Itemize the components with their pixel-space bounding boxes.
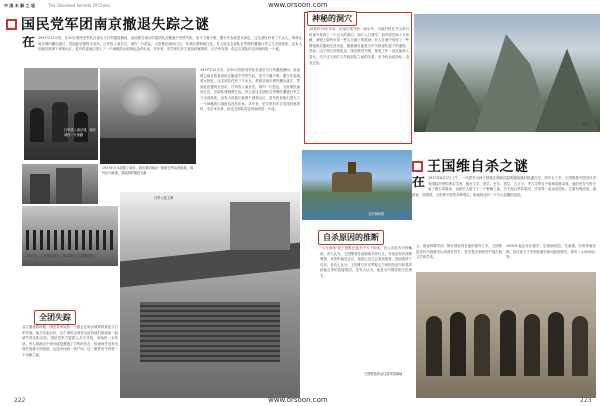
caption-photo4: 日军入侵上海: [154, 196, 174, 200]
right-side-body: "义无再辱"是王国维在遗书中写下的话，后人对此有多种解读。有人认为，王国维曾任清朝南书房行走，对清室怀有深厚感情，北伐军逼近北京，他担心自己会受到羞辱，因而选择了自杀。也有人认为，王国维与好友罗振玉之间的经济纠纷是导致他自杀的直接原因。还有人认为，他是为中国传统文化殉节。: [320, 246, 412, 278]
page-number-right: 223: [580, 397, 592, 404]
website-header: www.orsoon.com: [268, 1, 328, 9]
title-marker-icon: [6, 19, 17, 30]
right-page-title: 王国维自杀之谜: [412, 156, 529, 176]
right-box-body: 20世纪70年代初，在南京郊外的一座山中，当地村民在开山采石时意外发现了一个巨大的洞穴。洞穴入口狭窄，但内部空间十分宽敞，洞壁上隐约可见一些人为留下的痕迹。有人在洞中发现了一些锈蚀的武器和生活用品，据推测可能是当年失踪部队留下的遗物。然而，由于洞穴结构复杂，深处情况不明，探查工作一直未能深入进行。关于这个洞穴与失踪部队之间的关系，至今仍众说纷纭，没有定论。: [309, 27, 409, 65]
photo-huangshan-mountain: [414, 14, 600, 132]
header-title: 中 国 未 解 之 谜: [4, 3, 35, 8]
right-box-heading: 神秘的洞穴: [307, 11, 357, 26]
photo-nanjing-buildings: [22, 164, 98, 204]
right-side-heading: 自杀原因的推断: [318, 230, 384, 245]
left-article-column-2: 1937年12月初，在20万国民党军队在南京与日军激战期间，参加保卫南京的某部队在撤退中突然失踪，至今下落不明。据当年参战老兵回忆，这支部队约有三千余人，奉命从南京城内撤出渡江，然而此后便再无音讯。日军攻入南京后，城内一片混乱，大批难民涌向江边，各部队建制被打乱。有人说这支部队在突围时遭遇日军主力全部战死，也有人说他们被困于城郊山区，更有传说他们进入了一个神秘的山洞再也没有出来。多年来，史学家们多方查找档案资料，走访幸存者，但这支部队的去向始终是一个谜。: [200, 68, 300, 112]
caption-photo3: 1937年，日军轰炸南京，南京城内大量建筑被毁: [26, 254, 95, 258]
caption-funeral: 王国维遗体运往清华园墓地: [364, 372, 403, 376]
caption-mountain: 黄山: [582, 122, 589, 126]
photo-nanjing-crowd: [24, 68, 98, 160]
photo-soldiers-marching: [22, 206, 118, 266]
title-marker-icon-right: [412, 161, 423, 172]
right-bottom-col1: 人、如此种种学问、都分别表现在他的著作之中。王国维是近代中国最早运用西方哲学、美学观点来研究中国古典文学的学者。: [416, 244, 502, 260]
caption-summer-palace: 北京颐和园: [368, 212, 384, 216]
caption-photo1: 日军攻入南京城，南京城内一片狼藉: [64, 128, 96, 137]
photo-nanjing-smoke: [100, 68, 196, 164]
website-footer: www.orsoon.com: [268, 396, 328, 404]
photo-summer-palace: [302, 150, 412, 220]
left-side-heading: 全团失踪: [34, 310, 76, 325]
right-box-article: [304, 12, 412, 144]
caption-photo2: 1937年日本攻陷了南京，我们看到南京一路被日军烧杀抢掠，城内沦为废墟，被烧毁的楼房无数: [102, 166, 193, 175]
left-side-body: 双方激战的时候，国民党军队的一个团正在南京城郊的某处与日军作战。战斗结束以后，这个团的全部官兵连同他们的装备一起消失得无影无踪。国民党军方曾派人多方寻找，但始终一无所获。有人推测这个团可能是遭遇了日军的伏击，但现场并没有发现任何战斗的痕迹，也没有找到一具尸体。这一事件至今仍是一个未解之谜。: [22, 325, 118, 357]
left-page-title: 国民党军团南京撤退失踪之谜: [6, 14, 210, 34]
right-article-body: 在 1927年6月2日上午，一代国学大师王国维在颐和园昆明湖鱼藻轩投湖自尽，终年五十岁。王国维是中国近代享有国际声誉的著名学者，他在文学、美学、史学、哲学、古文字、考古学等各个领域成就卓著。他的死在当时引起了极大的震动，也给后人留下了一个难解之谜。关于他自杀的原因，学术界一直众说纷纭，主要有殉清说、逼债说、惊惧说、文化殉节说等多种观点，但始终没有一个令人信服的结论。: [412, 176, 596, 197]
left-article-body: 在 1937年12月初，在20万国民党军队在南京与日军激战期间，参加保卫南京的某部队在撤退中突然失踪，至今下落不明。据当年参战老兵回忆，这支部队约有三千余人，奉命从南京城内撤出渡江，然而此后便再无音讯。日军攻入南京后，城内一片混乱，大批难民涌向江边，各部队建制被打乱。有人说这支部队在突围时遭遇日军主力全部战死，也有人说他们被困于城郊山区，更有传说他们进入了一个神秘的山洞再也没有出来。多年来，史学家们多方查找档案资料，走访幸存者，但这支部队的去向始终是一个谜。: [22, 36, 302, 52]
photo-funeral-group: [416, 272, 596, 398]
header-bar: [0, 0, 600, 12]
header-subtitle: The Unsolved Secrets Of China: [48, 3, 110, 8]
page-number-left: 222: [14, 397, 26, 404]
right-bottom-col2: 1900年他去东京留学，后因病回国，在南通、苏州等地任教。其后致力于中国戏曲史和词曲的研究，著有《人间词话》等。: [506, 244, 596, 260]
photo-shanghai-river: [120, 192, 300, 398]
